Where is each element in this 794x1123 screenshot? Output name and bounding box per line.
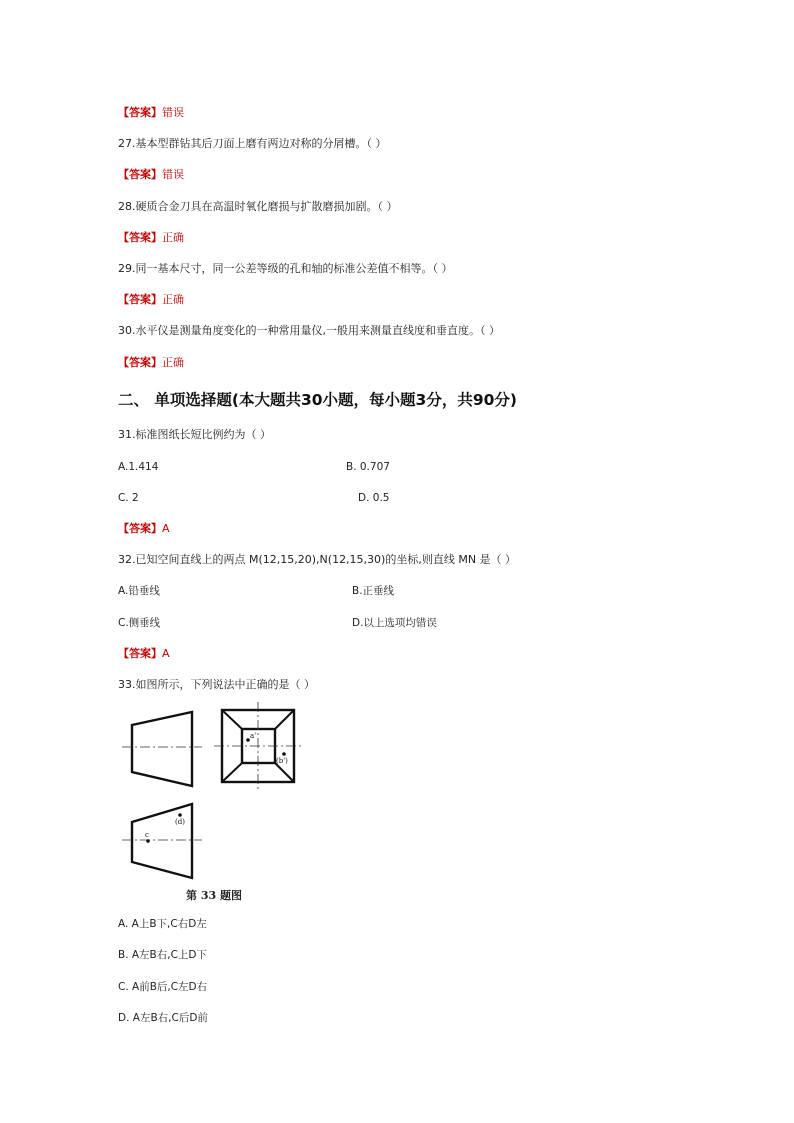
answer-value: 正确 bbox=[162, 231, 184, 244]
top-view-edge-br bbox=[275, 763, 294, 782]
top-view-edge-tr bbox=[275, 710, 294, 729]
answer-value: A bbox=[162, 522, 170, 535]
q32-option-c: C.侧垂线 bbox=[118, 617, 161, 629]
answer-value: 错误 bbox=[162, 106, 184, 119]
q33-option-a: A. A上B下,C右D左 bbox=[118, 918, 207, 930]
section-2-title: 二、 单项选择题(本大题共30小题，每小题3分，共90分) bbox=[118, 391, 517, 409]
question-29: 29.同一基本尺寸，同一公差等级的孔和轴的标准公差值不相等。（ ） bbox=[118, 262, 453, 275]
answer-prefix: 【答案】 bbox=[118, 522, 162, 535]
side-view-trapezoid bbox=[132, 804, 192, 878]
answer-value: 正确 bbox=[162, 356, 184, 369]
question-33: 33.如图所示，下列说法中正确的是（ ） bbox=[118, 678, 315, 691]
question-31: 31.标准图纸长短比例约为（ ） bbox=[118, 428, 271, 441]
answer-prefix: 【答案】 bbox=[118, 106, 162, 119]
q31-option-a: A.1.414 bbox=[118, 461, 159, 473]
point-d-dot bbox=[178, 813, 182, 817]
answer-prefix: 【答案】 bbox=[118, 293, 162, 306]
q33-option-b: B. A左B右,C上D下 bbox=[118, 949, 208, 961]
q32-option-d: D.以上选项均错误 bbox=[352, 617, 437, 629]
q33-option-d: D. A左B右,C后D前 bbox=[118, 1012, 208, 1024]
answer-31 bbox=[118, 522, 170, 536]
question-32: 32.已知空间直线上的两点 M(12,15,20),N(12,15,30)的坐标,则直线 MN 是（ ） bbox=[118, 553, 517, 566]
answer-27 bbox=[118, 168, 184, 182]
front-view-trapezoid bbox=[132, 712, 192, 786]
question-27: 27.基本型群钻其后刀面上磨有两边对称的分屑槽。（ ） bbox=[118, 137, 387, 150]
point-b-dot bbox=[282, 752, 286, 756]
q31-option-b: B. 0.707 bbox=[346, 461, 390, 473]
point-d-label: (d) bbox=[175, 818, 185, 826]
answer-prefix: 【答案】 bbox=[118, 231, 162, 244]
answer-value: 错误 bbox=[162, 168, 184, 181]
answer-26 bbox=[118, 106, 184, 120]
question-33-figure bbox=[118, 700, 318, 885]
answer-prefix: 【答案】 bbox=[118, 647, 162, 660]
q31-option-c: C. 2 bbox=[118, 492, 139, 504]
question-30: 30.水平仪是测量角度变化的一种常用量仪,一般用来测量直线度和垂直度。（ ） bbox=[118, 324, 500, 337]
q32-option-b: B.正垂线 bbox=[352, 585, 395, 597]
q31-option-d: D. 0.5 bbox=[358, 492, 390, 504]
answer-value: A bbox=[162, 647, 170, 660]
q33-option-c: C. A前B后,C左D右 bbox=[118, 981, 208, 993]
answer-32 bbox=[118, 647, 170, 661]
top-view-edge-tl bbox=[222, 710, 242, 729]
answer-prefix: 【答案】 bbox=[118, 168, 162, 181]
answer-prefix: 【答案】 bbox=[118, 356, 162, 369]
answer-29 bbox=[118, 293, 184, 307]
figure-caption: 第 33 题图 bbox=[186, 889, 242, 902]
q32-option-a: A.铅垂线 bbox=[118, 585, 160, 597]
point-a-label: a' bbox=[250, 732, 257, 740]
question-28: 28.硬质合金刀具在高温时氧化磨损与扩散磨损加剧。（ ） bbox=[118, 200, 398, 213]
point-c-label: c bbox=[145, 831, 149, 839]
answer-28 bbox=[118, 231, 184, 245]
answer-value: 正确 bbox=[162, 293, 184, 306]
point-c-dot bbox=[146, 839, 150, 843]
point-b-label: (b') bbox=[276, 757, 288, 765]
top-view-edge-bl bbox=[222, 763, 242, 782]
answer-30 bbox=[118, 356, 184, 370]
